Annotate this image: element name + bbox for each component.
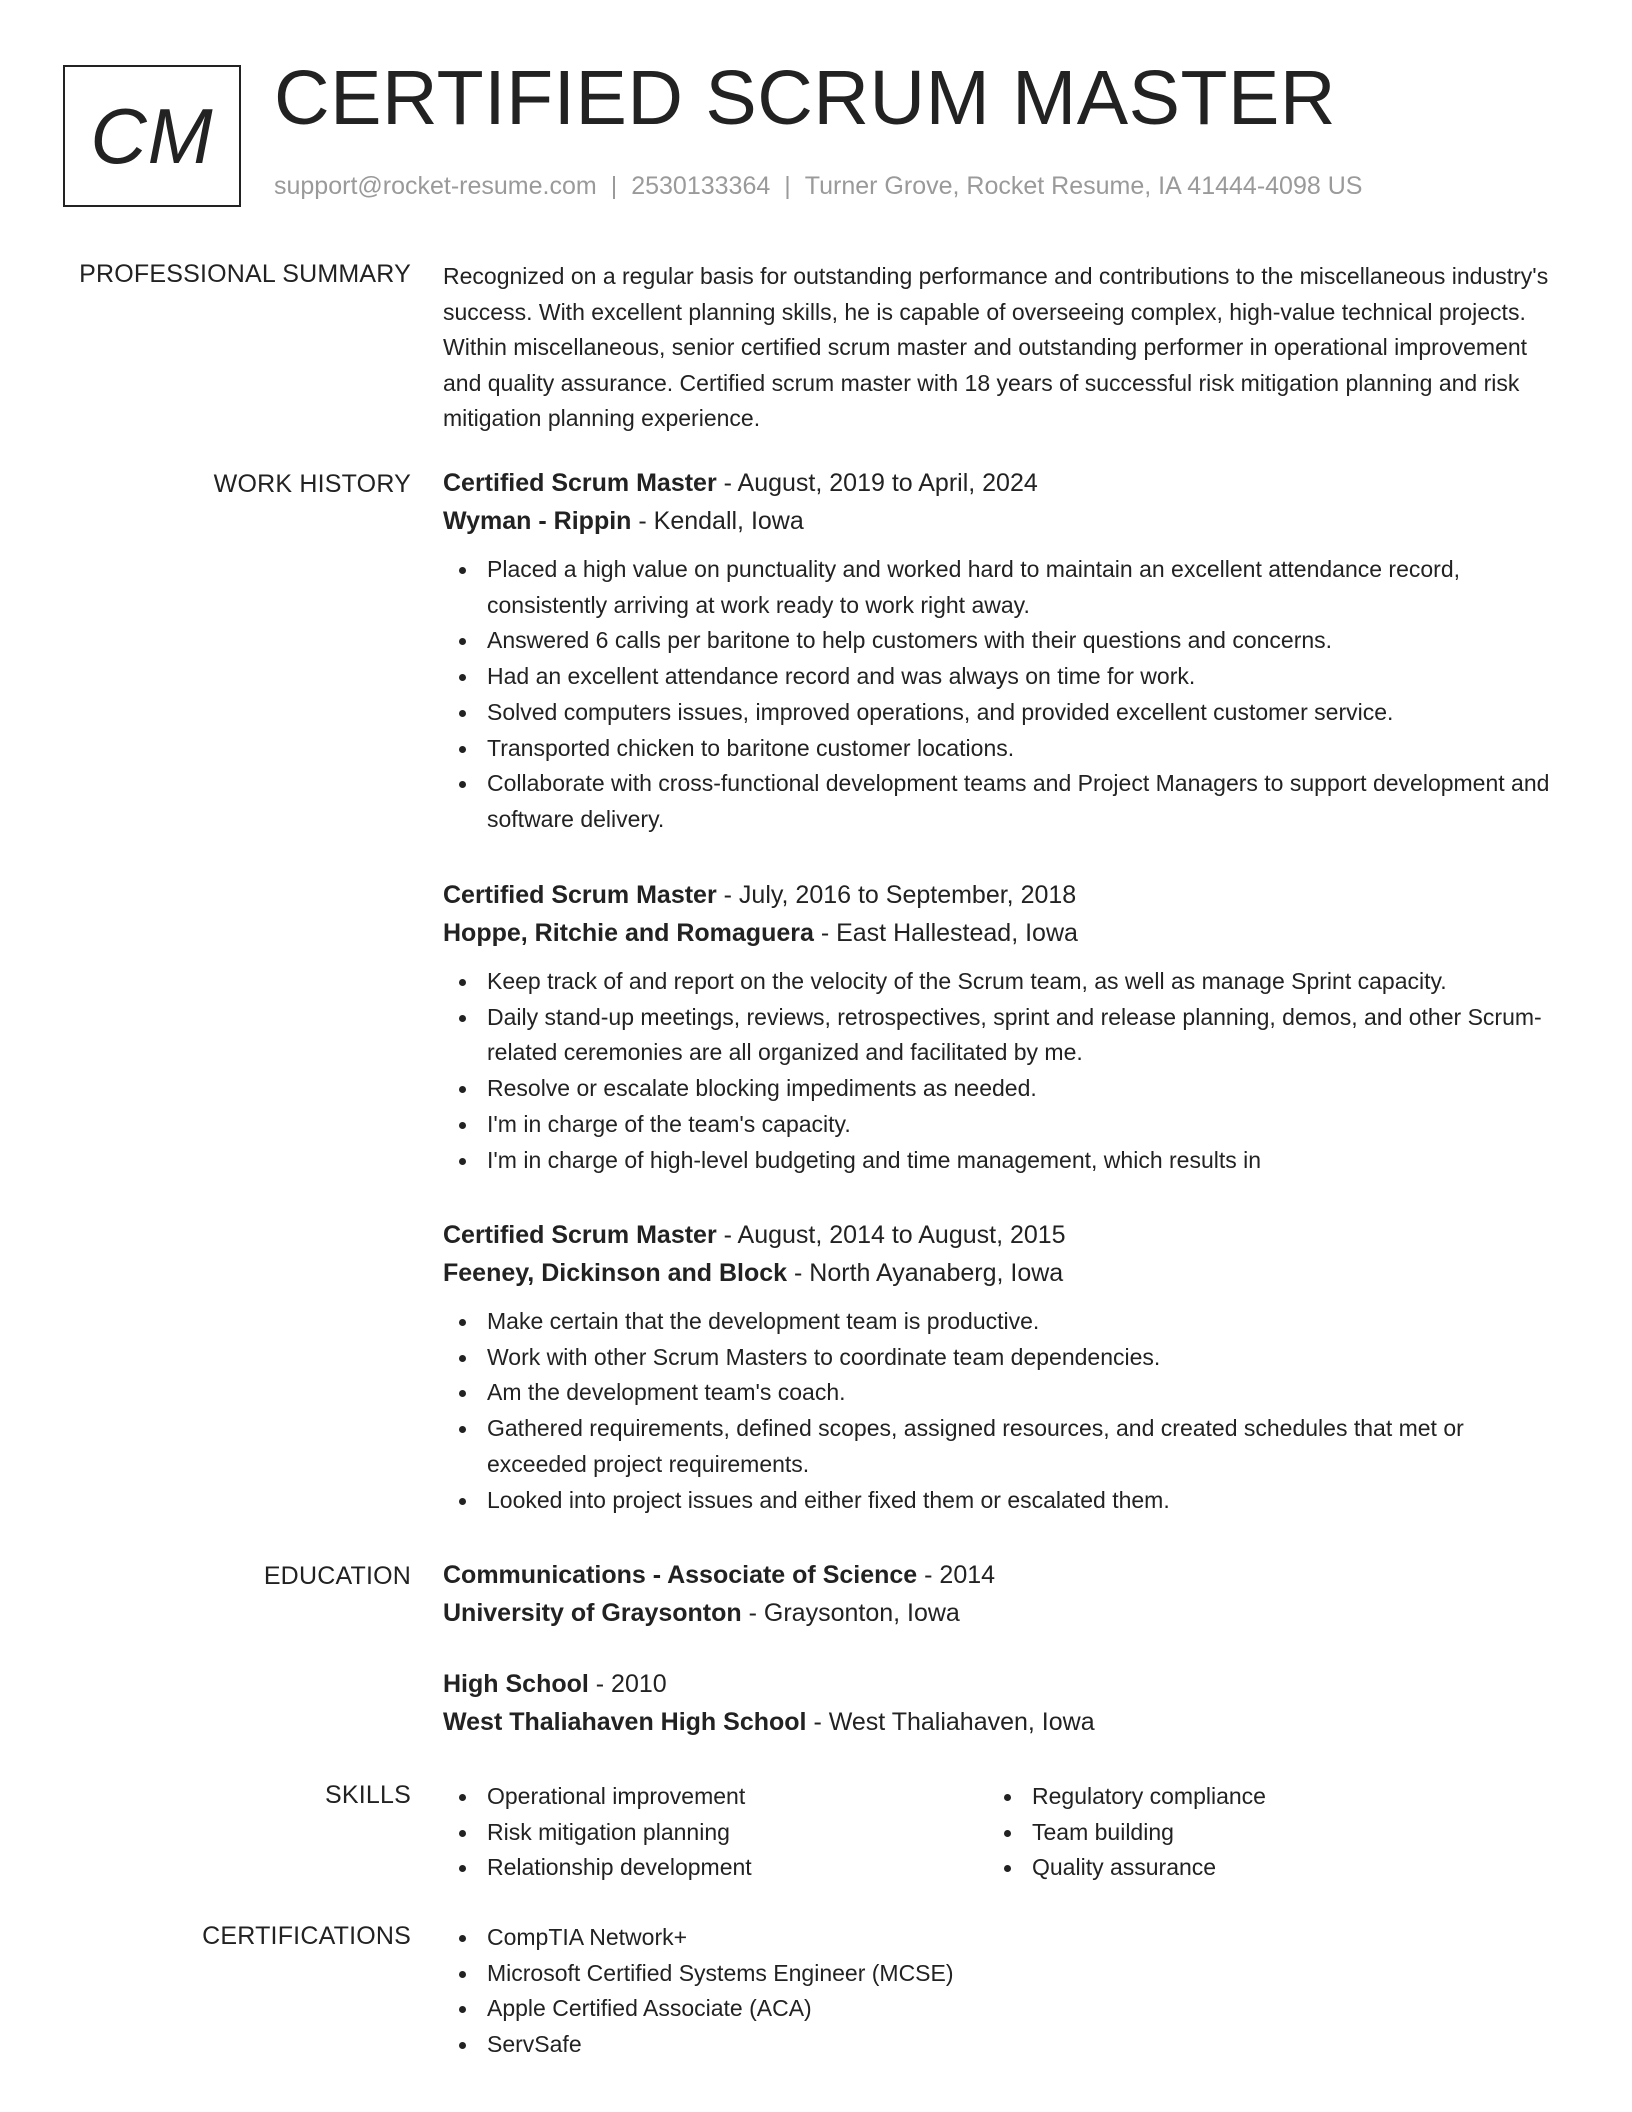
section-heading-education: EDUCATION (263, 1562, 411, 1590)
skill-item: Regulatory compliance (1032, 1779, 1533, 1815)
education-entry (443, 1665, 1563, 1741)
skills-column-left (443, 1779, 988, 1886)
job-company-line (443, 914, 1563, 952)
job-company: Wyman - Rippin (443, 507, 632, 535)
job-bullet: Gathered requirements, defined scopes, assigned resources, and created schedules that met or exceeded project requirements. (487, 1411, 1563, 1482)
education-degree-line (443, 1556, 1563, 1594)
education-degree: Communications - Associate of Science (443, 1561, 918, 1589)
contact-separator: | (610, 172, 618, 200)
job-entry (443, 1216, 1563, 1518)
job-dates: - August, 2019 to April, 2024 (716, 469, 1038, 497)
education-school-line (443, 1594, 1563, 1632)
education-entry (443, 1556, 1563, 1632)
contact-separator: | (784, 172, 791, 200)
education-school: University of Graysonton (443, 1599, 742, 1627)
section-heading-certifications: CERTIFICATIONS (202, 1922, 411, 1950)
job-entry (443, 464, 1563, 838)
job-dates: - July, 2016 to September, 2018 (716, 881, 1077, 909)
skills-list (988, 1779, 1533, 1886)
job-bullet: Resolve or escalate blocking impediments as needed. (487, 1071, 1563, 1107)
certification-item: Apple Certified Associate (ACA) (487, 1991, 1563, 2027)
skill-item: Team building (1032, 1815, 1533, 1851)
job-entry (443, 876, 1563, 1178)
certifications-list (443, 1920, 1563, 2063)
education-location: - West Thaliahaven, Iowa (806, 1708, 1095, 1736)
contact-line (274, 172, 1362, 201)
job-bullet: I'm in charge of high-level budgeting and time management, which results in (487, 1143, 1563, 1179)
job-bullet: Transported chicken to baritone customer locations. (487, 731, 1563, 767)
job-title: Certified Scrum Master (443, 469, 717, 497)
job-bullet: Keep track of and report on the velocity of the Scrum team, as well as manage Sprint capacity. (487, 964, 1563, 1000)
job-bullet: Make certain that the development team is productive. (487, 1304, 1563, 1340)
job-location: - Kendall, Iowa (631, 507, 804, 535)
skills-grid (443, 1779, 1563, 1886)
education-year: - 2014 (917, 1561, 996, 1589)
contact-email[interactable]: support@rocket-resume.com (274, 172, 597, 200)
skill-item: Quality assurance (1032, 1850, 1533, 1886)
job-company: Hoppe, Ritchie and Romaguera (443, 919, 814, 947)
section-heading-summary: PROFESSIONAL SUMMARY (79, 260, 411, 288)
resume-name: CERTIFIED SCRUM MASTER (274, 55, 1336, 141)
job-bullet: Placed a high value on punctuality and worked hard to maintain an excellent attendance record, consistently arriving at work ready to work right away. (487, 552, 1563, 623)
skill-item: Risk mitigation planning (487, 1815, 988, 1851)
job-title-line (443, 464, 1563, 502)
contact-phone[interactable]: 2530133364 (631, 172, 771, 200)
skill-item: Relationship development (487, 1850, 988, 1886)
certification-item: CompTIA Network+ (487, 1920, 1563, 1956)
job-bullet: Answered 6 calls per baritone to help customers with their questions and concerns. (487, 623, 1563, 659)
job-location: - North Ayanaberg, Iowa (787, 1259, 1064, 1287)
education-school: West Thaliahaven High School (443, 1708, 807, 1736)
job-title: Certified Scrum Master (443, 1221, 717, 1249)
education-year: - 2010 (588, 1670, 667, 1698)
certification-item: Microsoft Certified Systems Engineer (MCSE) (487, 1956, 1563, 1992)
job-title-line (443, 876, 1563, 914)
job-bullet: Collaborate with cross-functional development teams and Project Managers to support development and software delivery. (487, 766, 1563, 837)
job-title-line (443, 1216, 1563, 1254)
job-location: - East Hallestead, Iowa (813, 919, 1078, 947)
job-bullet: Am the development team's coach. (487, 1375, 1563, 1411)
certification-item: ServSafe (487, 2027, 1563, 2063)
section-heading-work-history: WORK HISTORY (213, 470, 411, 498)
education-location: - Graysonton, Iowa (741, 1599, 960, 1627)
monogram-logo: CM (63, 65, 241, 207)
education-degree-line (443, 1665, 1563, 1703)
job-bullet: Had an excellent attendance record and was always on time for work. (487, 659, 1563, 695)
education-degree: High School (443, 1670, 589, 1698)
job-bullet: I'm in charge of the team's capacity. (487, 1107, 1563, 1143)
job-bullet: Looked into project issues and either fixed them or escalated them. (487, 1483, 1563, 1519)
section-heading-skills: SKILLS (325, 1781, 411, 1809)
job-bullet: Work with other Scrum Masters to coordinate team dependencies. (487, 1340, 1563, 1376)
job-bullets (443, 964, 1563, 1178)
job-bullet: Daily stand-up meetings, reviews, retrospectives, sprint and release planning, demos, and other Scrum-related ceremonies are all organized and facilitated by me. (487, 1000, 1563, 1071)
job-bullets (443, 552, 1563, 838)
job-bullet: Solved computers issues, improved operations, and provided excellent customer service. (487, 695, 1563, 731)
job-company: Feeney, Dickinson and Block (443, 1259, 788, 1287)
job-company-line (443, 502, 1563, 540)
summary-text: Recognized on a regular basis for outstanding performance and contributions to the miscellaneous industry's success. With excellent planning skills, he is capable of overseeing complex, high-value technical projects. Within miscellaneous, senior certified scrum master and outstanding performer in operational improvement and quality assurance. Certified scrum master with 18 years of successful risk mitigation planning and risk mitigation planning experience. (443, 263, 1549, 431)
skills-column-right (988, 1779, 1533, 1886)
job-dates: - August, 2014 to August, 2015 (716, 1221, 1066, 1249)
job-bullets (443, 1304, 1563, 1518)
job-company-line (443, 1254, 1563, 1292)
education-school-line (443, 1703, 1563, 1741)
contact-address: Turner Grove, Rocket Resume, IA 41444-4098 US (804, 172, 1363, 200)
skills-list (443, 1779, 988, 1886)
job-title: Certified Scrum Master (443, 881, 717, 909)
skill-item: Operational improvement (487, 1779, 988, 1815)
